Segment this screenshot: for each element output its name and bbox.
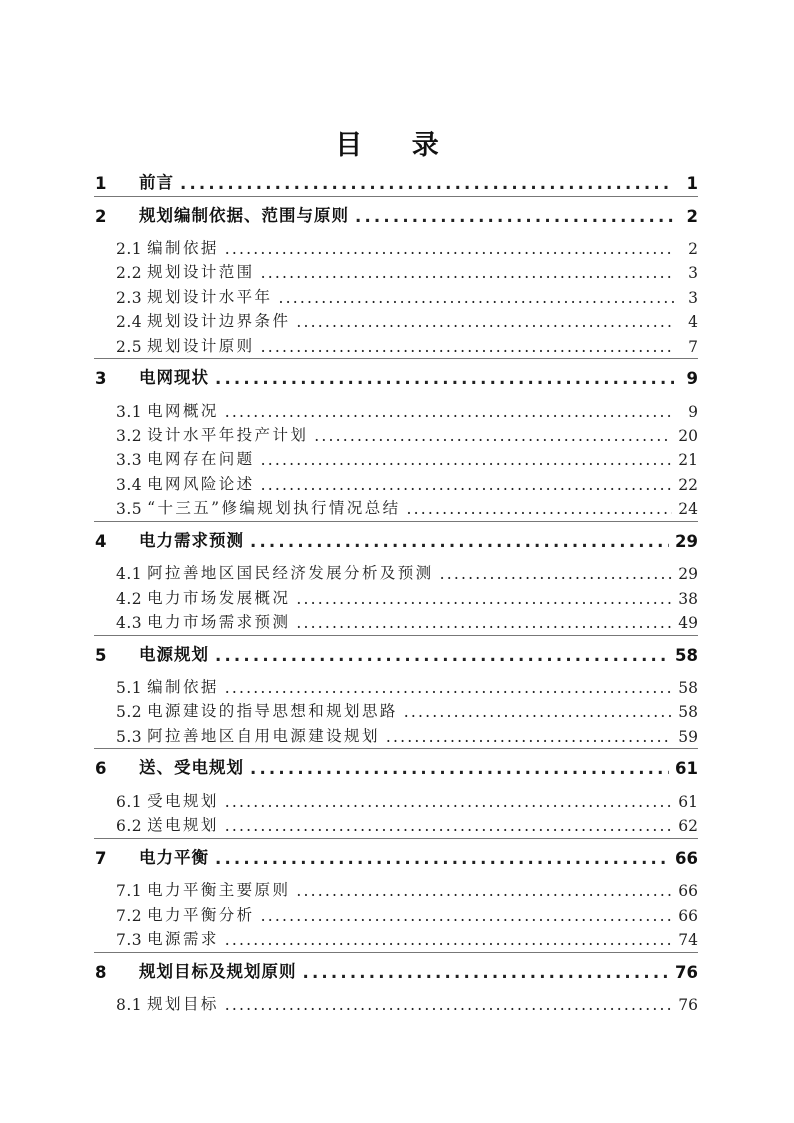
toc-entry-title: 阿拉善地区国民经济发展分析及预测 bbox=[147, 564, 434, 583]
toc-page-number: 58 bbox=[675, 645, 698, 665]
toc-entry-number: 8.1 bbox=[116, 996, 143, 1014]
toc-dot-leader bbox=[215, 369, 674, 388]
toc-entry-number: 2.4 bbox=[116, 313, 143, 332]
toc-entry-title: 前言 bbox=[139, 173, 174, 192]
toc-entry-title: “十三五”修编规划执行情况总结 bbox=[147, 499, 401, 518]
toc-page-number: 29 bbox=[678, 565, 698, 584]
toc-entry-title: 设计水平年投产计划 bbox=[147, 426, 309, 444]
toc-dot-leader bbox=[180, 174, 674, 193]
toc-dot-leader bbox=[215, 646, 669, 665]
toc-page-number: 38 bbox=[678, 589, 698, 608]
toc-entry-title: 电网概况 bbox=[147, 401, 219, 420]
toc-entry-title: 电网现状 bbox=[139, 368, 209, 388]
toc-entry-number: 1 bbox=[95, 174, 107, 193]
toc-dot-leader bbox=[296, 882, 672, 900]
toc-chapter-entry[interactable] bbox=[94, 641, 698, 665]
toc-section-entry[interactable] bbox=[94, 990, 698, 1014]
toc-entry-title: 电源建设的指导思想和规划思路 bbox=[147, 702, 398, 721]
toc-section-entry[interactable] bbox=[94, 925, 698, 949]
toc-section-entry[interactable] bbox=[94, 397, 698, 421]
toc-dot-leader bbox=[261, 264, 674, 282]
toc-section-entry[interactable] bbox=[94, 470, 698, 494]
toc-page-number: 58 bbox=[678, 703, 698, 722]
toc-dot-leader bbox=[261, 476, 673, 494]
section-divider bbox=[94, 838, 698, 839]
section-divider bbox=[94, 748, 698, 749]
toc-dot-leader bbox=[404, 703, 673, 721]
toc-page-number: 2 bbox=[688, 240, 698, 258]
toc-section-entry[interactable] bbox=[94, 811, 698, 835]
toc-entry-title: 规划编制依据、范围与原则 bbox=[139, 205, 349, 225]
toc-section-entry[interactable] bbox=[94, 787, 698, 811]
toc-dot-leader bbox=[303, 963, 670, 982]
toc-dot-leader bbox=[296, 590, 672, 608]
toc-section-entry[interactable] bbox=[94, 445, 698, 469]
toc-entry-title: 电源规划 bbox=[139, 644, 209, 664]
toc-entry-title: 送电规划 bbox=[147, 816, 219, 835]
toc-dot-leader bbox=[225, 679, 673, 697]
section-divider bbox=[94, 196, 698, 197]
toc-entry-number: 2.3 bbox=[116, 288, 143, 307]
toc-dot-leader bbox=[261, 451, 673, 469]
toc-entry-number: 3.2 bbox=[116, 427, 143, 445]
toc-page-number: 49 bbox=[678, 614, 698, 632]
toc-dot-leader bbox=[386, 728, 672, 746]
toc-dot-leader bbox=[296, 614, 672, 632]
toc-entry-number: 8 bbox=[95, 962, 107, 982]
toc-dot-leader bbox=[225, 817, 673, 835]
toc-page-number: 66 bbox=[678, 906, 698, 925]
toc-dot-leader bbox=[314, 427, 672, 445]
toc-page-number: 59 bbox=[678, 727, 698, 746]
toc-page-number: 66 bbox=[675, 848, 698, 868]
toc-entry-title: 规划目标及规划原则 bbox=[139, 961, 297, 981]
toc-entry-number: 3.5 bbox=[116, 500, 143, 519]
toc-entry-title: 电力平衡分析 bbox=[147, 905, 255, 924]
toc-entry-number: 6.1 bbox=[116, 792, 143, 811]
toc-dot-leader bbox=[215, 849, 669, 868]
toc-entry-number: 6.2 bbox=[116, 817, 143, 836]
section-divider bbox=[94, 358, 698, 359]
toc-entry-title: 电力市场需求预测 bbox=[147, 613, 291, 631]
toc-entry-number: 4.3 bbox=[116, 614, 143, 632]
toc-entry-number: 3.3 bbox=[116, 451, 143, 470]
toc-entry-title: 规划设计水平年 bbox=[147, 287, 273, 306]
toc-chapter-entry[interactable] bbox=[94, 527, 698, 551]
toc-dot-leader bbox=[440, 565, 673, 583]
toc-entry-number: 4.2 bbox=[116, 589, 143, 608]
toc-entry-title: 电力需求预测 bbox=[139, 530, 244, 550]
toc-page-number: 74 bbox=[678, 931, 698, 949]
toc-section-entry[interactable] bbox=[94, 332, 698, 356]
page-title: 目 录 bbox=[335, 130, 459, 161]
toc-dot-leader bbox=[261, 907, 673, 925]
toc-page-number: 62 bbox=[678, 817, 698, 836]
toc-page-number: 76 bbox=[678, 996, 698, 1014]
toc-page-number: 9 bbox=[688, 402, 698, 421]
toc-entry-number: 4 bbox=[95, 531, 107, 551]
toc-entry-number: 2.5 bbox=[116, 337, 143, 356]
toc-section-entry[interactable] bbox=[94, 901, 698, 925]
toc-dot-leader bbox=[225, 931, 673, 949]
section-divider bbox=[94, 635, 698, 636]
toc-chapter-entry[interactable] bbox=[94, 364, 698, 388]
section-divider bbox=[94, 952, 698, 953]
toc-page-number: 7 bbox=[688, 337, 698, 356]
toc-page-number: 22 bbox=[678, 475, 698, 494]
toc-entry-title: 阿拉善地区自用电源建设规划 bbox=[147, 726, 380, 745]
toc-page-number: 61 bbox=[678, 792, 698, 811]
toc-entry-number: 3 bbox=[95, 369, 107, 389]
toc-page-number: 76 bbox=[675, 962, 698, 982]
toc-dot-leader bbox=[261, 338, 674, 356]
toc-dot-leader bbox=[296, 313, 674, 331]
toc-dot-leader bbox=[355, 207, 674, 226]
toc-page-number: 2 bbox=[686, 206, 698, 226]
toc-entry-title: 编制依据 bbox=[147, 678, 219, 696]
toc-dot-leader bbox=[250, 532, 669, 551]
toc-entry-title: 电力平衡主要原则 bbox=[147, 881, 291, 900]
toc-page-number: 9 bbox=[686, 369, 698, 389]
toc-section-entry[interactable] bbox=[94, 307, 698, 331]
toc-entry-title: 电力平衡 bbox=[139, 847, 209, 867]
toc-entry-title: 编制依据 bbox=[147, 239, 219, 257]
toc-page-number: 4 bbox=[688, 313, 698, 332]
toc-entry-number: 5.1 bbox=[116, 679, 143, 697]
toc-entry-number: 5.2 bbox=[116, 703, 143, 722]
toc-entry-title: 送、受电规划 bbox=[139, 758, 244, 778]
toc-entry-title: 受电规划 bbox=[147, 791, 219, 810]
toc-chapter-entry[interactable] bbox=[94, 958, 698, 982]
toc-section-entry[interactable] bbox=[94, 234, 698, 258]
toc-entry-number: 7.1 bbox=[116, 882, 143, 901]
toc-entry-title: 电网存在问题 bbox=[147, 450, 255, 469]
toc-section-entry[interactable] bbox=[94, 258, 698, 282]
toc-dot-leader bbox=[278, 289, 674, 307]
toc-entry-title: 规划设计范围 bbox=[147, 263, 255, 282]
toc-page-number: 20 bbox=[678, 427, 698, 445]
toc-entry-number: 7.3 bbox=[116, 931, 143, 949]
toc-page-number: 66 bbox=[678, 882, 698, 901]
toc-entry-number: 2.2 bbox=[116, 264, 143, 283]
toc-section-entry[interactable] bbox=[94, 697, 698, 721]
toc-section-entry[interactable] bbox=[94, 283, 698, 307]
toc-section-entry[interactable] bbox=[94, 608, 698, 632]
toc-chapter-entry[interactable] bbox=[94, 754, 698, 778]
toc-section-entry[interactable] bbox=[94, 559, 698, 583]
toc-chapter-entry[interactable] bbox=[94, 844, 698, 868]
toc-dot-leader bbox=[407, 500, 673, 518]
toc-section-entry[interactable] bbox=[94, 421, 698, 445]
toc-page-number: 3 bbox=[688, 264, 698, 283]
toc-chapter-entry[interactable] bbox=[94, 169, 698, 193]
toc-entry-title: 规划目标 bbox=[147, 995, 219, 1013]
toc-section-entry[interactable] bbox=[94, 722, 698, 746]
toc-entry-number: 3.4 bbox=[116, 475, 143, 494]
toc-page-number: 61 bbox=[675, 759, 698, 779]
toc-chapter-entry[interactable] bbox=[94, 202, 698, 226]
toc-section-entry[interactable] bbox=[94, 584, 698, 608]
toc-page-number: 1 bbox=[686, 174, 698, 193]
toc-entry-number: 2 bbox=[95, 206, 107, 226]
toc-page-number: 58 bbox=[678, 679, 698, 697]
toc-page-number: 29 bbox=[675, 531, 698, 551]
toc-section-entry[interactable] bbox=[94, 876, 698, 900]
toc-dot-leader bbox=[225, 793, 673, 811]
toc-page-number: 24 bbox=[678, 500, 698, 519]
toc-entry-number: 3.1 bbox=[116, 402, 143, 421]
toc-page-number: 21 bbox=[678, 451, 698, 470]
toc-entry-title: 电网风险论述 bbox=[147, 474, 255, 493]
toc-section-entry[interactable] bbox=[94, 673, 698, 697]
toc-dot-leader bbox=[225, 403, 674, 421]
toc-page-number: 3 bbox=[688, 288, 698, 307]
toc-entry-number: 7.2 bbox=[116, 906, 143, 925]
toc-dot-leader bbox=[225, 240, 674, 258]
toc-entry-number: 5.3 bbox=[116, 727, 143, 746]
toc-dot-leader bbox=[250, 759, 669, 778]
toc-entry-number: 2.1 bbox=[116, 240, 143, 258]
toc-dot-leader bbox=[225, 996, 673, 1014]
toc-entry-number: 6 bbox=[95, 759, 107, 779]
toc-entry-title: 电源需求 bbox=[147, 930, 219, 948]
toc-entry-title: 规划设计原则 bbox=[147, 336, 255, 355]
section-divider bbox=[94, 521, 698, 522]
toc-entry-title: 电力市场发展概况 bbox=[147, 588, 291, 607]
toc-section-entry[interactable] bbox=[94, 494, 698, 518]
toc-entry-number: 7 bbox=[95, 848, 107, 868]
toc-entry-number: 4.1 bbox=[116, 565, 143, 584]
toc-entry-title: 规划设计边界条件 bbox=[147, 312, 291, 331]
toc-entry-number: 5 bbox=[95, 645, 107, 665]
